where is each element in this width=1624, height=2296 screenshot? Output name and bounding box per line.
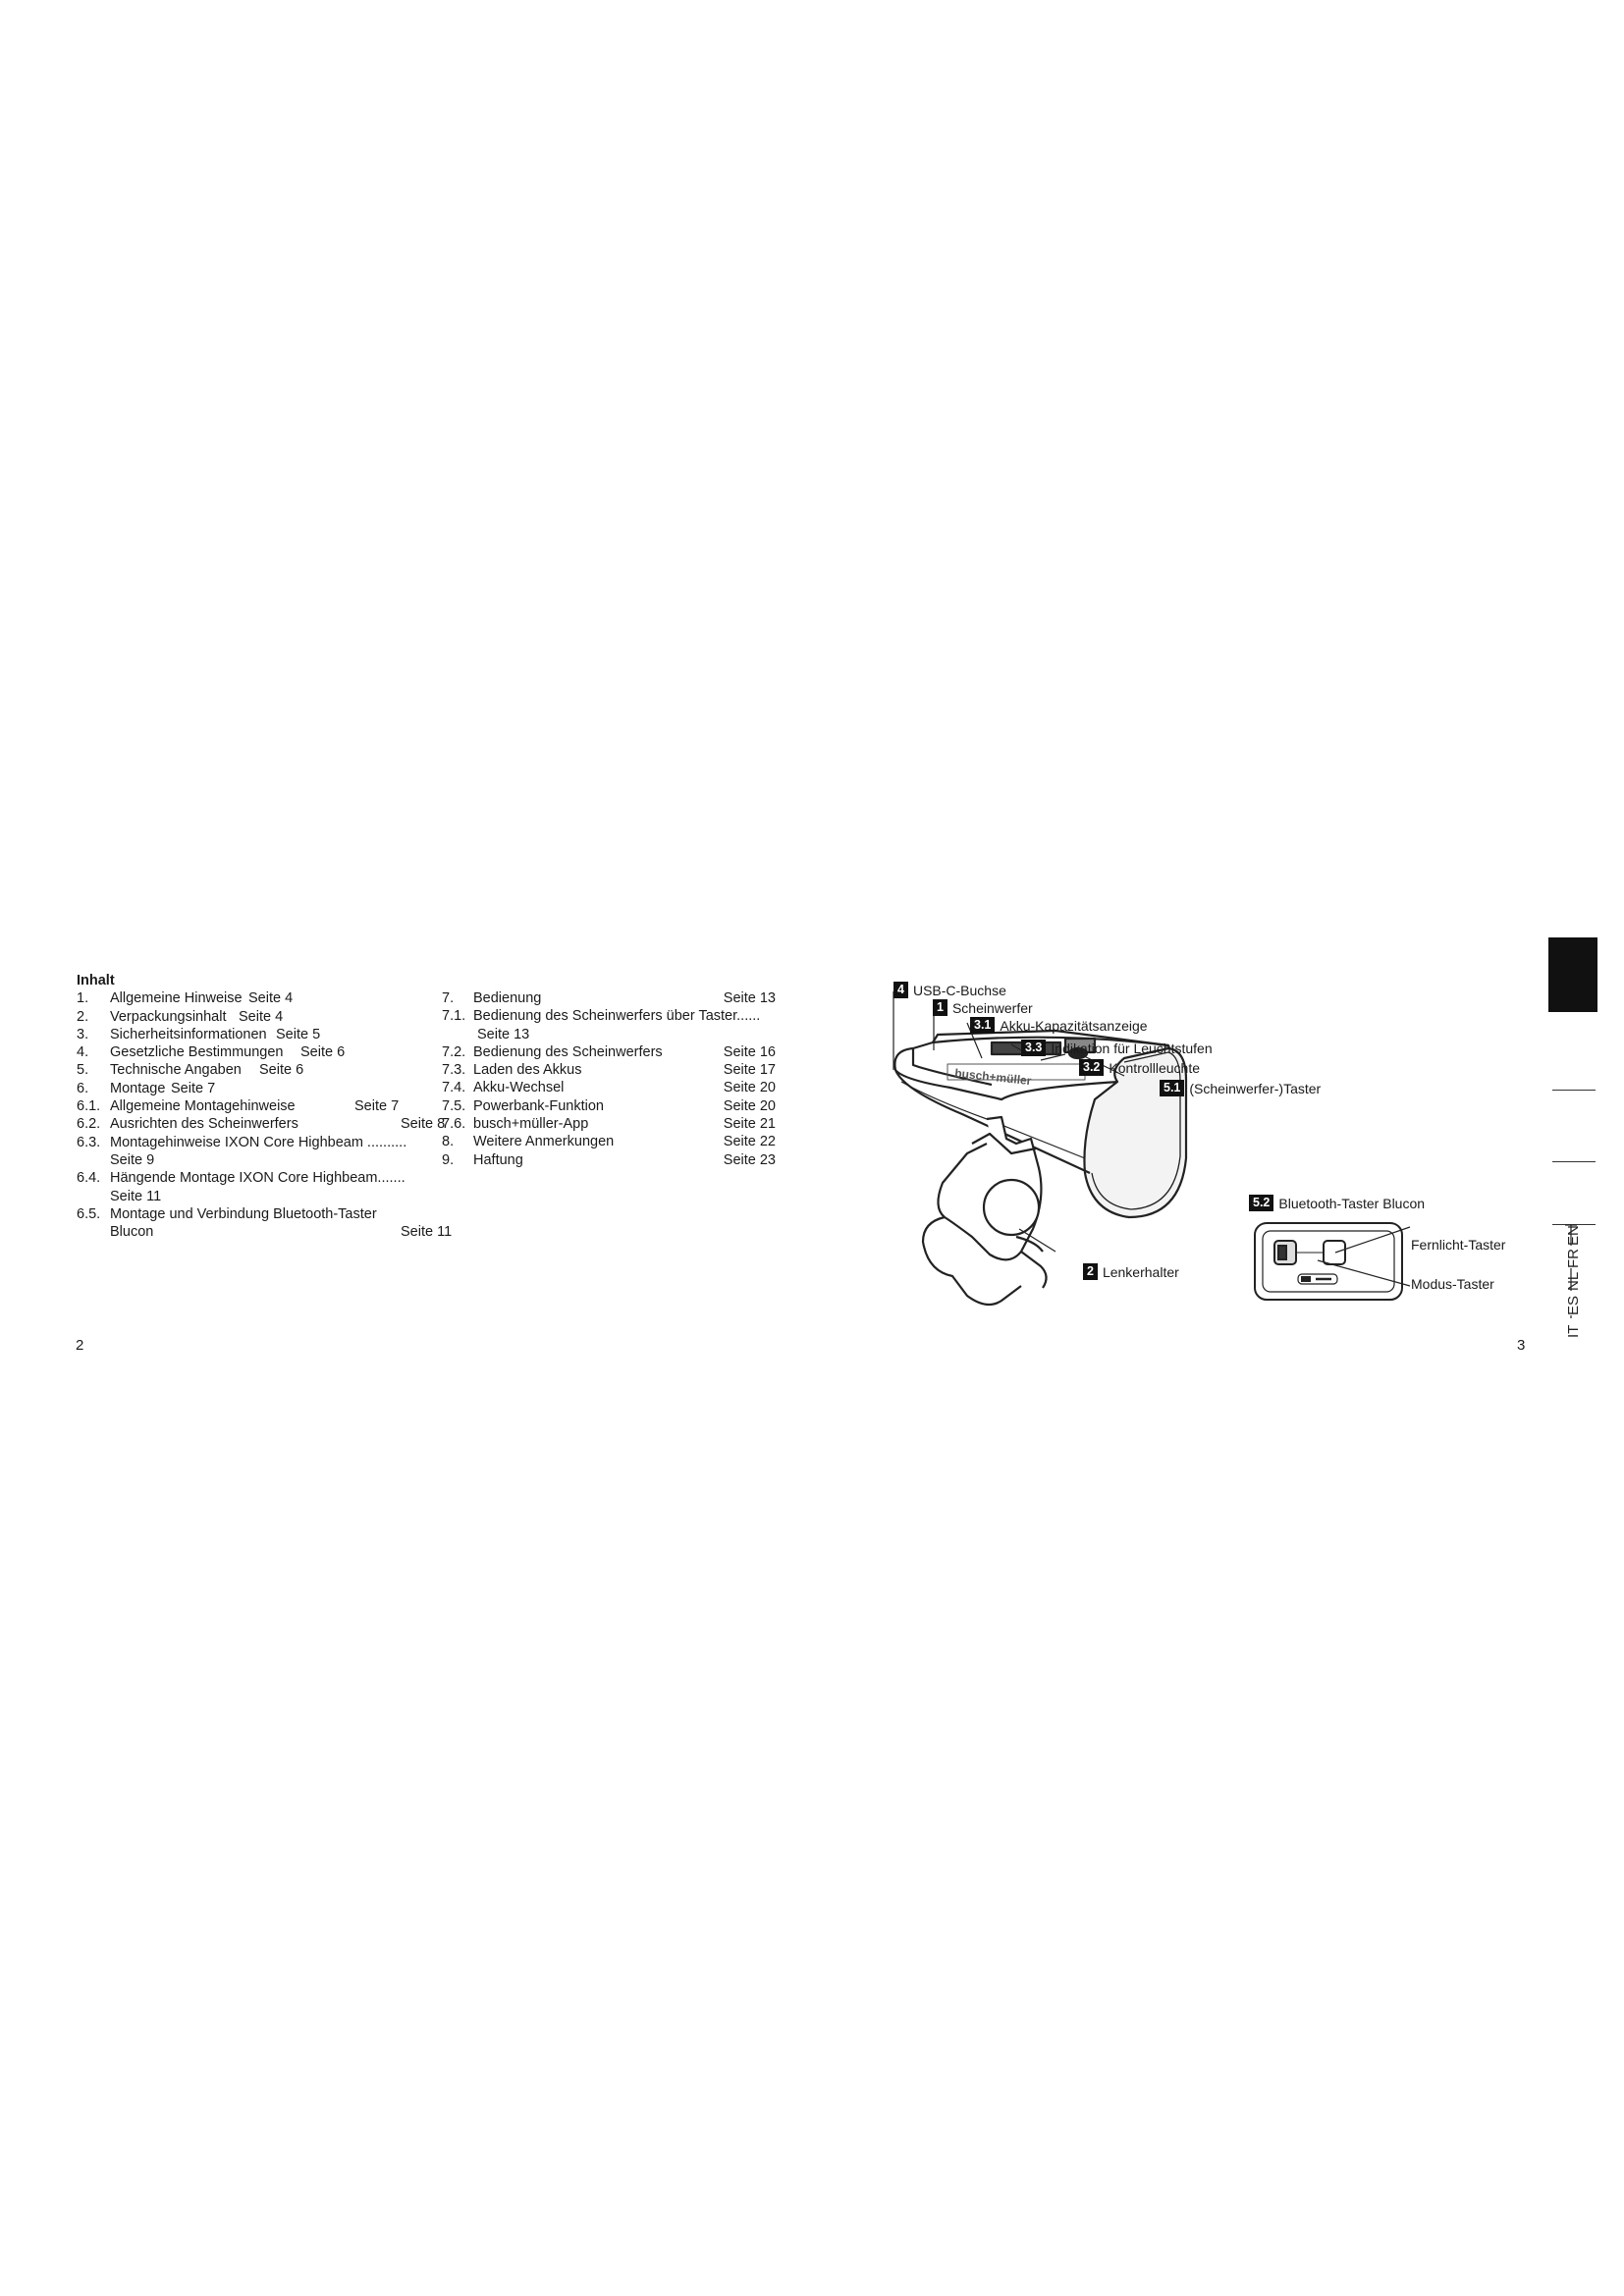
callout-badge: 1 [933,999,947,1016]
toc-entry-number: 3. [77,1026,89,1042]
toc-entry-number: 2. [77,1008,89,1025]
toc-entry-number: 6.3. [77,1134,101,1150]
toc-entry-label: Ausrichten des Scheinwerfers [110,1116,298,1133]
toc-entry-number: 8. [442,1134,455,1150]
toc-entry-page: Seite 8 [401,1116,446,1133]
toc-entry-page: Seite 6 [259,1062,304,1079]
toc-entry-number: 7.2. [442,1043,466,1060]
bluetooth-remote-illustration [1247,1217,1414,1315]
language-tab-labels [1551,1222,1591,1340]
toc-entry-page: Seite 16 [723,1043,776,1060]
toc-entry-page: Seite 21 [723,1116,776,1133]
toc-entry-label: Verpackungsinhalt [110,1008,227,1025]
toc-entry-number: 5. [77,1062,89,1079]
toc-entry[interactable] [77,1188,430,1205]
toc-entry-label: Bedienung des Scheinwerfers über Taster...... [473,1008,761,1025]
toc-entry[interactable] [442,989,785,1007]
label-headlight-button: 5.1 (Scheinwerfer-)Taster [1160,1080,1321,1096]
callout-badge: 3.1 [970,1017,995,1034]
toc-entry-page: Seite 22 [723,1134,776,1150]
toc-entry[interactable] [442,1133,785,1150]
toc-entry-page: Seite 13 [723,990,776,1006]
toc-entry[interactable] [77,989,430,1007]
toc-entry[interactable] [442,1097,785,1115]
toc-entry-label: busch+müller-App [473,1116,589,1133]
toc-entry[interactable] [77,1061,430,1079]
toc-entry-page: Seite 7 [171,1080,216,1096]
active-language-tab[interactable] [1548,937,1597,1012]
toc-entry-number: 6.5. [77,1205,101,1222]
language-tab-en[interactable]: EN [1565,1225,1582,1246]
toc-entry[interactable] [442,1043,785,1061]
toc-entry-number: 4. [77,1044,89,1061]
toc-entry-page: Seite 6 [300,1044,346,1061]
toc-entry-number: 7.5. [442,1097,466,1114]
toc-entry-number: 6.2. [77,1116,101,1133]
toc-entry-label: Technische Angaben [110,1062,242,1079]
label-control-lamp: 3.2 Kontrollleuchte [1079,1059,1200,1076]
toc-entry-label: Weitere Anmerkungen [473,1134,615,1150]
toc-entry-number: 7.1. [442,1008,466,1025]
toc-entry[interactable] [77,1008,430,1026]
toc-entry-number: 7.6. [442,1116,466,1133]
page-number-right: 3 [1517,1337,1526,1354]
toc-entry[interactable] [442,1151,785,1169]
toc-entry-label: Seite 13 [477,1026,530,1042]
toc-entry-page: Seite 23 [723,1151,776,1168]
toc-entry[interactable] [77,1151,430,1169]
language-tab-es[interactable]: ES [1565,1295,1582,1315]
callout-badge: 4 [893,982,908,998]
toc-entry-number: 7.4. [442,1080,466,1096]
label-headlight: 1 Scheinwerfer [933,999,1033,1016]
callout-badge: 5.1 [1160,1080,1184,1096]
toc-entry-label: Powerbank-Funktion [473,1097,604,1114]
toc-entry[interactable] [442,1115,785,1133]
language-tab-it[interactable]: IT [1565,1324,1582,1338]
toc-entry-page: Seite 11 [401,1224,453,1241]
toc-entry-number: 9. [442,1151,455,1168]
toc-entry[interactable] [442,1007,785,1025]
callout-badge: 5.2 [1249,1195,1273,1211]
toc-entry-label: Blucon [110,1224,154,1241]
label-mode-button: Modus-Taster [1411,1276,1494,1292]
label-handlebar-mount: 2 Lenkerhalter [1083,1263,1179,1280]
tab-divider [1552,1161,1596,1162]
toc-entry[interactable] [77,1169,430,1187]
toc-entry[interactable] [77,1134,430,1151]
toc-entry[interactable] [77,1080,430,1097]
language-tab-fr[interactable]: FR [1565,1249,1582,1268]
toc-entry-page: Seite 17 [723,1062,776,1079]
toc-entry-number: 6. [77,1080,89,1096]
toc-entry-number: 7. [442,990,455,1006]
label-battery-capacity: 3.1 Akku-Kapazitätsanzeige [970,1017,1148,1034]
toc-entry-label: Gesetzliche Bestimmungen [110,1044,284,1061]
svg-text:busch+müller: busch+müller [953,1066,1033,1089]
label-high-beam-button: Fernlicht-Taster [1411,1237,1506,1253]
toc-entry-label: Seite 11 [110,1188,162,1204]
toc-title: Inhalt [77,973,115,988]
toc-entry-page: Seite 7 [354,1098,400,1115]
toc-entry-number: 7.3. [442,1062,466,1079]
toc-entry[interactable] [442,1026,785,1043]
label-bluetooth-remote: 5.2 Bluetooth-Taster Blucon [1249,1195,1425,1211]
toc-entry-page: Seite 4 [248,990,294,1007]
toc-entry-label: Bedienung des Scheinwerfers [473,1043,663,1060]
toc-entry[interactable] [77,1115,446,1133]
toc-entry[interactable] [77,1097,430,1115]
toc-entry[interactable] [442,1079,785,1096]
callout-badge: 3.3 [1021,1040,1046,1056]
toc-entry[interactable] [77,1223,453,1241]
toc-entry[interactable] [77,1026,430,1043]
page-number-left: 2 [76,1337,84,1354]
tab-divider [1552,1090,1596,1091]
toc-entry-page: Seite 20 [723,1080,776,1096]
toc-entry-label: Sicherheitsinformationen [110,1026,267,1042]
language-tab-nl[interactable]: NL [1565,1271,1582,1291]
toc-right [442,989,785,1169]
toc-entry-page: Seite 20 [723,1097,776,1114]
toc-entry[interactable] [77,1043,430,1061]
callout-badge: 3.2 [1079,1059,1104,1076]
label-usb-c-port: 4 USB-C-Buchse [893,982,1006,998]
callout-badge: 2 [1083,1263,1098,1280]
toc-entry[interactable] [77,1205,430,1223]
toc-entry-label: Hängende Montage IXON Core Highbeam....... [110,1170,406,1187]
toc-entry-number: 1. [77,990,89,1007]
toc-entry-label: Montage [110,1080,166,1096]
toc-entry-label: Montagehinweise IXON Core Highbeam .......... [110,1134,407,1150]
toc-entry[interactable] [442,1061,785,1079]
toc-entry-number: 6.4. [77,1170,101,1187]
toc-entry-label: Montage und Verbindung Bluetooth-Taster [110,1205,377,1222]
toc-entry-number: 6.1. [77,1098,101,1115]
toc-entry-label: Seite 9 [110,1151,155,1168]
toc-entry-label: Akku-Wechsel [473,1080,565,1096]
label-light-level-indicator: 3.3 Indikation für Leuchtstufen [1021,1040,1213,1056]
toc-entry-label: Allgemeine Hinweise [110,990,243,1007]
toc-entry-label: Bedienung [473,990,542,1006]
toc-entry-page: Seite 4 [239,1008,284,1025]
toc-entry-page: Seite 5 [276,1026,321,1042]
toc-left [77,972,453,1241]
toc-entry-label: Laden des Akkus [473,1062,582,1079]
toc-entry-label: Allgemeine Montagehinweise [110,1098,296,1115]
toc-entry-label: Haftung [473,1151,523,1168]
